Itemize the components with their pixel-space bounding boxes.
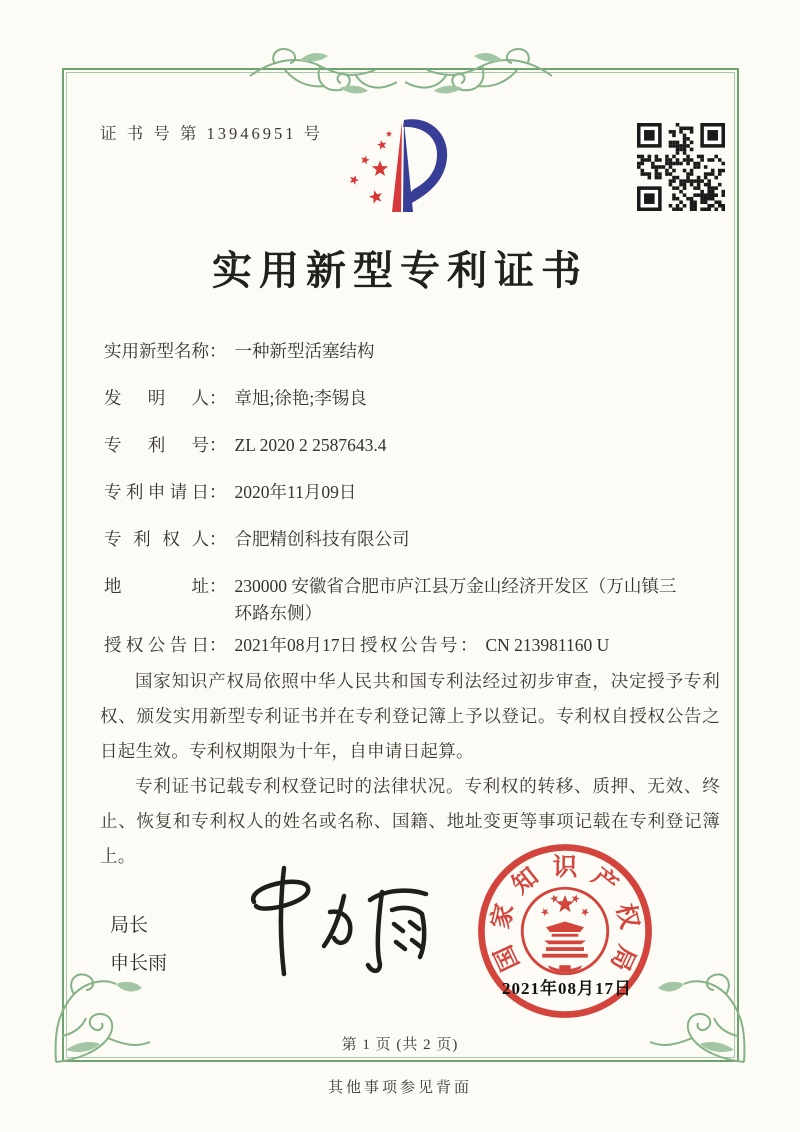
- emblem-stars: [541, 895, 589, 917]
- commissioner-signature: [232, 862, 437, 982]
- colon: ：: [460, 635, 478, 655]
- field-row-patent-no: [104, 432, 722, 459]
- seal-date: 2021年08月17日: [502, 979, 632, 998]
- back-note: 其他事项参见背面: [327, 1080, 472, 1096]
- field-row-address: [104, 573, 722, 627]
- colon: ：: [209, 576, 227, 596]
- field-label: 专利申请日: [104, 482, 209, 502]
- svg-text:家: 家: [487, 901, 520, 932]
- colon: ：: [209, 482, 227, 502]
- svg-text:国: 国: [489, 940, 525, 975]
- field-value: 2020年11月09日: [234, 482, 357, 502]
- svg-text:产: 产: [586, 862, 623, 900]
- national-emblem: [522, 888, 608, 974]
- field-label: 专利权人: [104, 529, 209, 549]
- field-label: 授权公告号: [360, 635, 460, 655]
- fields-section: [104, 338, 722, 679]
- cnipa-logo-icon: [332, 112, 472, 234]
- field-value: 合肥精创科技有限公司: [234, 529, 410, 549]
- field-label: 专利号: [104, 435, 209, 455]
- commissioner-name: 申长雨: [110, 953, 168, 974]
- field-row-inventor: [104, 385, 722, 412]
- logo-spike-red: [392, 122, 402, 212]
- svg-text:局: 局: [605, 940, 641, 975]
- field-row-name: [104, 338, 722, 365]
- field-value: 章旭;徐艳;李锡良: [234, 388, 367, 408]
- colon: ：: [209, 635, 227, 655]
- colon: ：: [209, 388, 227, 408]
- statement-paragraph-1: 国家知识产权局依照中华人民共和国专利法经过初步审查，决定授予专利权、颁发实用新型专利证书并在专利登记簿上予以登记。专利权自授权公告之日起生效。专利权期限为十年，自申请日起算。: [100, 671, 720, 761]
- svg-text:知: 知: [507, 862, 544, 900]
- logo-stars: [350, 131, 392, 204]
- field-label: 发明人: [104, 388, 209, 408]
- page-number: 第 1 页 (共 2 页): [341, 1037, 459, 1053]
- field-row-grant: [104, 632, 722, 659]
- colon: ：: [209, 341, 227, 361]
- field-value: 230000 安徽省合肥市庐江县万金山经济开发区（万山镇三环路东侧）: [234, 576, 677, 623]
- field-label: 授权公告日: [104, 635, 209, 655]
- field-row-filing-date: [104, 479, 722, 506]
- field-label: 地址: [104, 576, 209, 596]
- commissioner-title: 局长: [110, 915, 149, 936]
- certificate-title: 实用新型专利证书: [212, 248, 588, 293]
- colon: ：: [209, 435, 227, 455]
- field-value: 一种新型活塞结构: [234, 341, 375, 361]
- field-row-patentee: [104, 526, 722, 553]
- colon: ：: [209, 529, 227, 549]
- field-label: 实用新型名称: [104, 341, 209, 361]
- field-value: CN 213981160 U: [485, 635, 610, 655]
- svg-text:识: 识: [552, 853, 578, 881]
- field-value: 2021年08月17日: [234, 635, 357, 655]
- certificate-number: 证 书 号 第 13946951 号: [100, 124, 324, 143]
- field-value: ZL 2020 2 2587643.4: [234, 435, 387, 455]
- grant-date-group: [104, 632, 360, 659]
- svg-text:权: 权: [610, 901, 643, 932]
- qr-code: [637, 123, 725, 211]
- statement-paragraph-2: 专利证书记载专利权登记时的法律状况。专利权的转移、质押、无效、终止、恢复和专利权人的姓名或名称、国籍、地址变更等事项记载在专利登记簿上。: [100, 776, 720, 866]
